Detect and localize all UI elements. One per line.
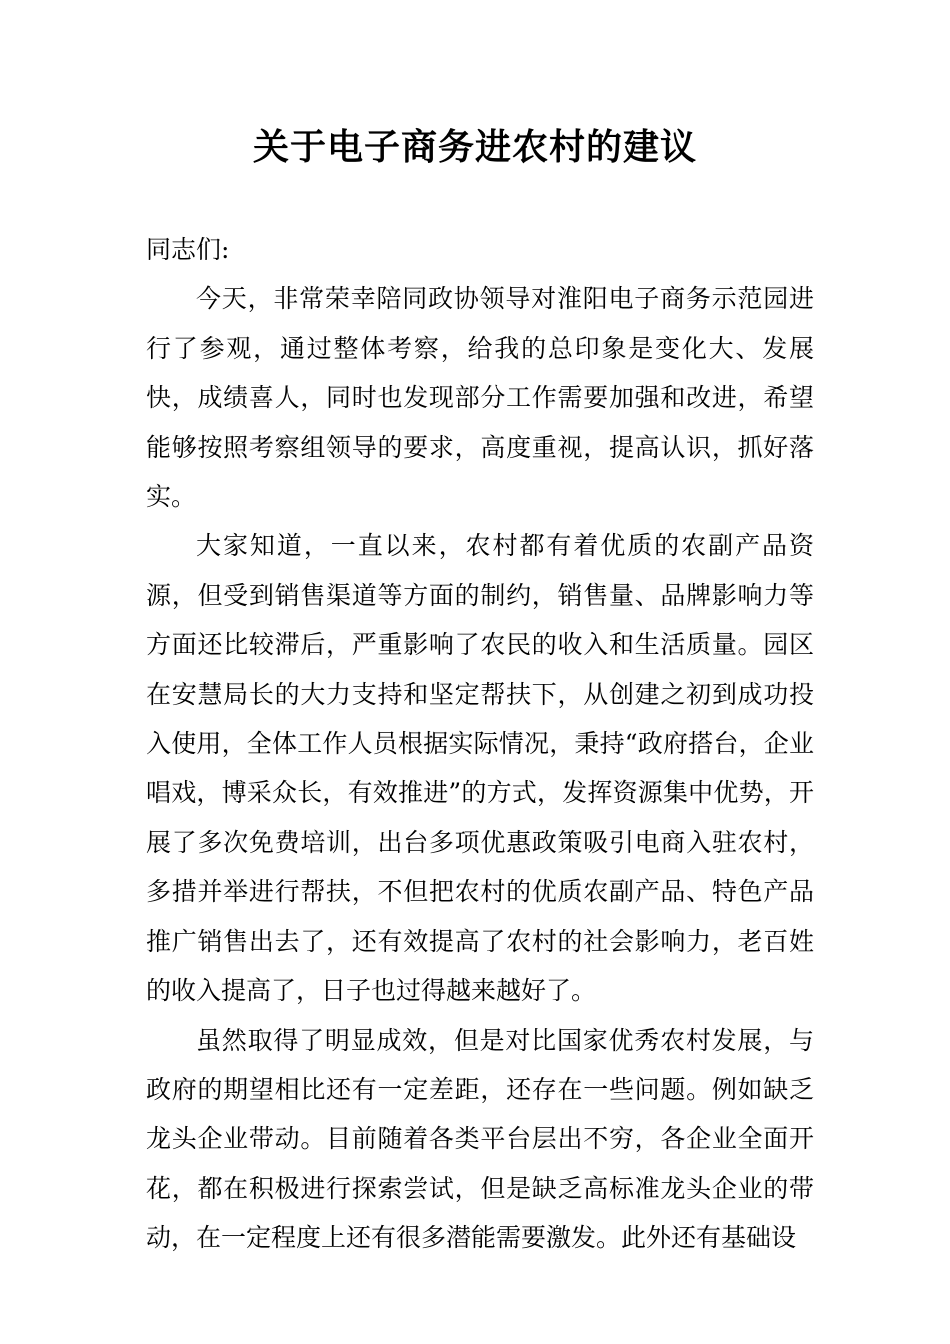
document-body: [146, 225, 814, 1263]
paragraph-1: 今天，非常荣幸陪同政协领导对淮阳电子商务示范园进行了参观，通过整体考察，给我的总印象是变化大、发展快，成绩喜人，同时也发现部分工作需要加强和改进，希望能够按照考察组领导的要求，高度重视，提高认识，抓好落实。: [146, 284, 814, 512]
paragraph-3: 虽然取得了明显成效，但是对比国家优秀农村发展，与政府的期望相比还有一定差距，还存在一些问题。例如缺乏龙头企业带动。目前随着各类平台层出不穷，各企业全面开花，都在积极进行探索尝试，但是缺乏高标准龙头企业的带动，在一定程度上还有很多潜能需要激发。此外还有基础设: [146, 1025, 814, 1253]
paragraph-2: 大家知道，一直以来，农村都有着优质的农副产品资源，但受到销售渠道等方面的制约，销售量、品牌影响力等方面还比较滞后，严重影响了农民的收入和生活质量。园区在安慧局长的大力支持和坚定帮扶下，从创建之初到成功投入使用，全体工作人员根据实际情况，秉持“政府搭台，企业唱戏，博采众长，有效推进”的方式，发挥资源集中优势，开展了多次免费培训，出台多项优惠政策吸引电商入驻农村，多措并举进行帮扶，不但把农村的优质农副产品、特色产品推广销售出去了，还有效提高了农村的社会影响力，老百姓的收入提高了，日子也过得越来越好了。: [146, 531, 814, 1006]
document-title: 关于电子商务进农村的建议: [252, 126, 697, 168]
salutation: 同志们:: [146, 235, 230, 264]
